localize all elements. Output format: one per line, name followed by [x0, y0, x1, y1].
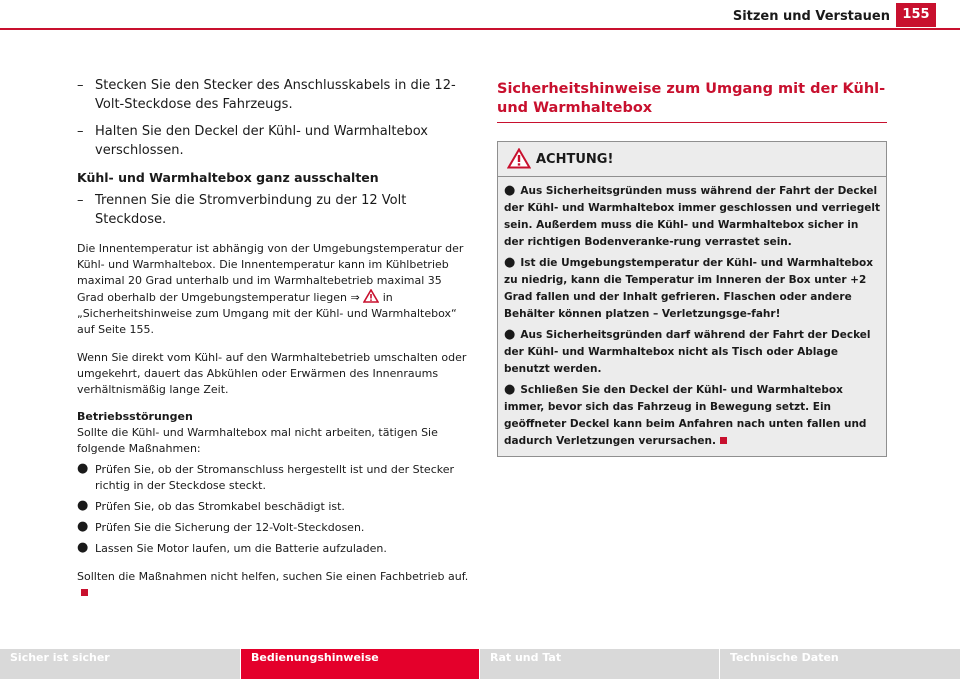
warning-triangle-icon: [363, 289, 379, 303]
step-text: Stecken Sie den Stecker des Anschlusskabels in die 12-Volt-Steckdose des Fahrzeugs.: [95, 78, 456, 112]
list-item: [77, 462, 469, 494]
bullet-marker: ●: [77, 540, 89, 555]
subheading: Kühl- und Warmhaltebox ganz ausschalten: [77, 170, 379, 185]
warning-box: [497, 141, 887, 457]
bullet-marker: ●: [77, 519, 89, 534]
warning-item: [504, 254, 880, 323]
paragraph-text: Sollten die Maßnahmen nicht helfen, suchen Sie einen Fachbetrieb auf.: [77, 570, 469, 583]
list-item: [77, 520, 469, 536]
list-item: [77, 499, 469, 515]
bullet-text: Lassen Sie Motor laufen, um die Batterie aufzuladen.: [95, 542, 387, 555]
tab-rat-und-tat[interactable]: Rat und Tat: [480, 649, 719, 679]
bullet-text: Prüfen Sie die Sicherung der 12-Volt-Steckdosen.: [95, 521, 365, 534]
temperature-paragraph: [77, 241, 469, 338]
troubles-intro: Sollte die Kühl- und Warmhaltebox mal nicht arbeiten, tätigen Sie folgende Maßnahmen:: [77, 426, 438, 455]
paragraph-text: Die Innentemperatur ist abhängig von der Umgebungstemperatur der Kühl- und Warmhaltebox. Die Innentemperatur kann im Kühlbetrieb maximal 20 Grad unterhalb und im Warmhaltebetrieb maximal 35 Grad oberhalb der Umgebungstemperatur liegen ⇒: [77, 242, 464, 304]
section-title: Sicherheitshinweise zum Umgang mit der Kühl- und Warmhaltebox: [497, 80, 887, 123]
bullet-marker: ●: [77, 461, 89, 476]
end-mark-icon: [720, 437, 727, 444]
footer-nav: [0, 649, 960, 679]
dash-marker: –: [77, 124, 84, 139]
warning-item: [504, 326, 880, 378]
troubles-heading: Betriebsstörungen: [77, 410, 193, 423]
warning-triangle-icon: [507, 148, 531, 169]
warning-text: Aus Sicherheitsgründen muss während der Fahrt der Deckel der Kühl- und Warmhaltebox immer geschlossen und verriegelt sein. Außerdem muss die Kühl- und Warmhaltebox sicher in der richtigen Bodenveranke-rung verrastet sein.: [504, 185, 880, 248]
page-number: 155: [896, 3, 936, 27]
warning-body: [498, 177, 886, 456]
warning-label: ACHTUNG!: [536, 152, 614, 167]
tab-sicher-ist-sicher[interactable]: Sicher ist sicher: [0, 649, 240, 679]
left-column: [77, 76, 469, 601]
warning-header: [498, 142, 886, 177]
end-mark-icon: [81, 589, 88, 596]
warning-item: [504, 182, 880, 251]
bullet-text: Prüfen Sie, ob der Stromanschluss hergestellt ist und der Stecker richtig in der Steckdose steckt.: [95, 463, 455, 492]
step-item: [77, 191, 469, 229]
bullet-text: Prüfen Sie, ob das Stromkabel beschädigt ist.: [95, 500, 345, 513]
bullet-marker: ●: [504, 255, 516, 270]
tab-technische-daten[interactable]: Technische Daten: [720, 649, 960, 679]
list-item: [77, 541, 469, 557]
right-column: [497, 80, 887, 457]
bullet-marker: ●: [77, 498, 89, 513]
warning-text: Aus Sicherheitsgründen darf während der Fahrt der Deckel der Kühl- und Warmhaltebox nicht als Tisch oder Ablage benutzt werden.: [504, 329, 871, 375]
closing-paragraph: [77, 569, 469, 601]
step-text: Trennen Sie die Stromverbindung zu der 12 Volt Steckdose.: [95, 193, 407, 227]
warning-item: [504, 381, 880, 450]
tab-bedienungshinweise[interactable]: Bedienungshinweise: [241, 649, 479, 679]
dash-marker: –: [77, 78, 84, 93]
cross-reference-link[interactable]: in „Sicherheitshinweise zum Umgang mit der Kühl- und Warmhaltebox“ auf Seite 155.: [77, 291, 457, 336]
warning-text: Ist die Umgebungstemperatur der Kühl- und Warmhaltebox zu niedrig, kann die Temperatur im Inneren der Box unter +2 Grad fallen und der Inhalt gefrieren. Flaschen oder andere Behälter können platzen – Verletzungsge-fahr!: [504, 257, 874, 320]
warning-text: Schließen Sie den Deckel der Kühl- und Warmhaltebox immer, bevor sich das Fahrzeug in Bewegung setzt. Ein geöffneter Deckel kann beim Anfahren nach unten fallen und dadurch Verletzungen verursachen.: [504, 384, 867, 447]
step-item: [77, 122, 469, 160]
bullet-marker: ●: [504, 183, 516, 198]
bullet-marker: ●: [504, 327, 516, 342]
page-header: [0, 0, 960, 30]
bullet-marker: ●: [504, 382, 516, 397]
mode-switch-paragraph: Wenn Sie direkt vom Kühl- auf den Warmhaltebetrieb umschalten oder umgekehrt, dauert das Abkühlen oder Erwärmen des Innenraums verhältnismäßig lange Zeit.: [77, 351, 467, 396]
dash-marker: –: [77, 193, 84, 208]
step-text: Halten Sie den Deckel der Kühl- und Warmhaltebox verschlossen.: [95, 124, 428, 158]
step-item: [77, 76, 469, 114]
chapter-title: Sitzen und Verstauen: [732, 9, 890, 24]
